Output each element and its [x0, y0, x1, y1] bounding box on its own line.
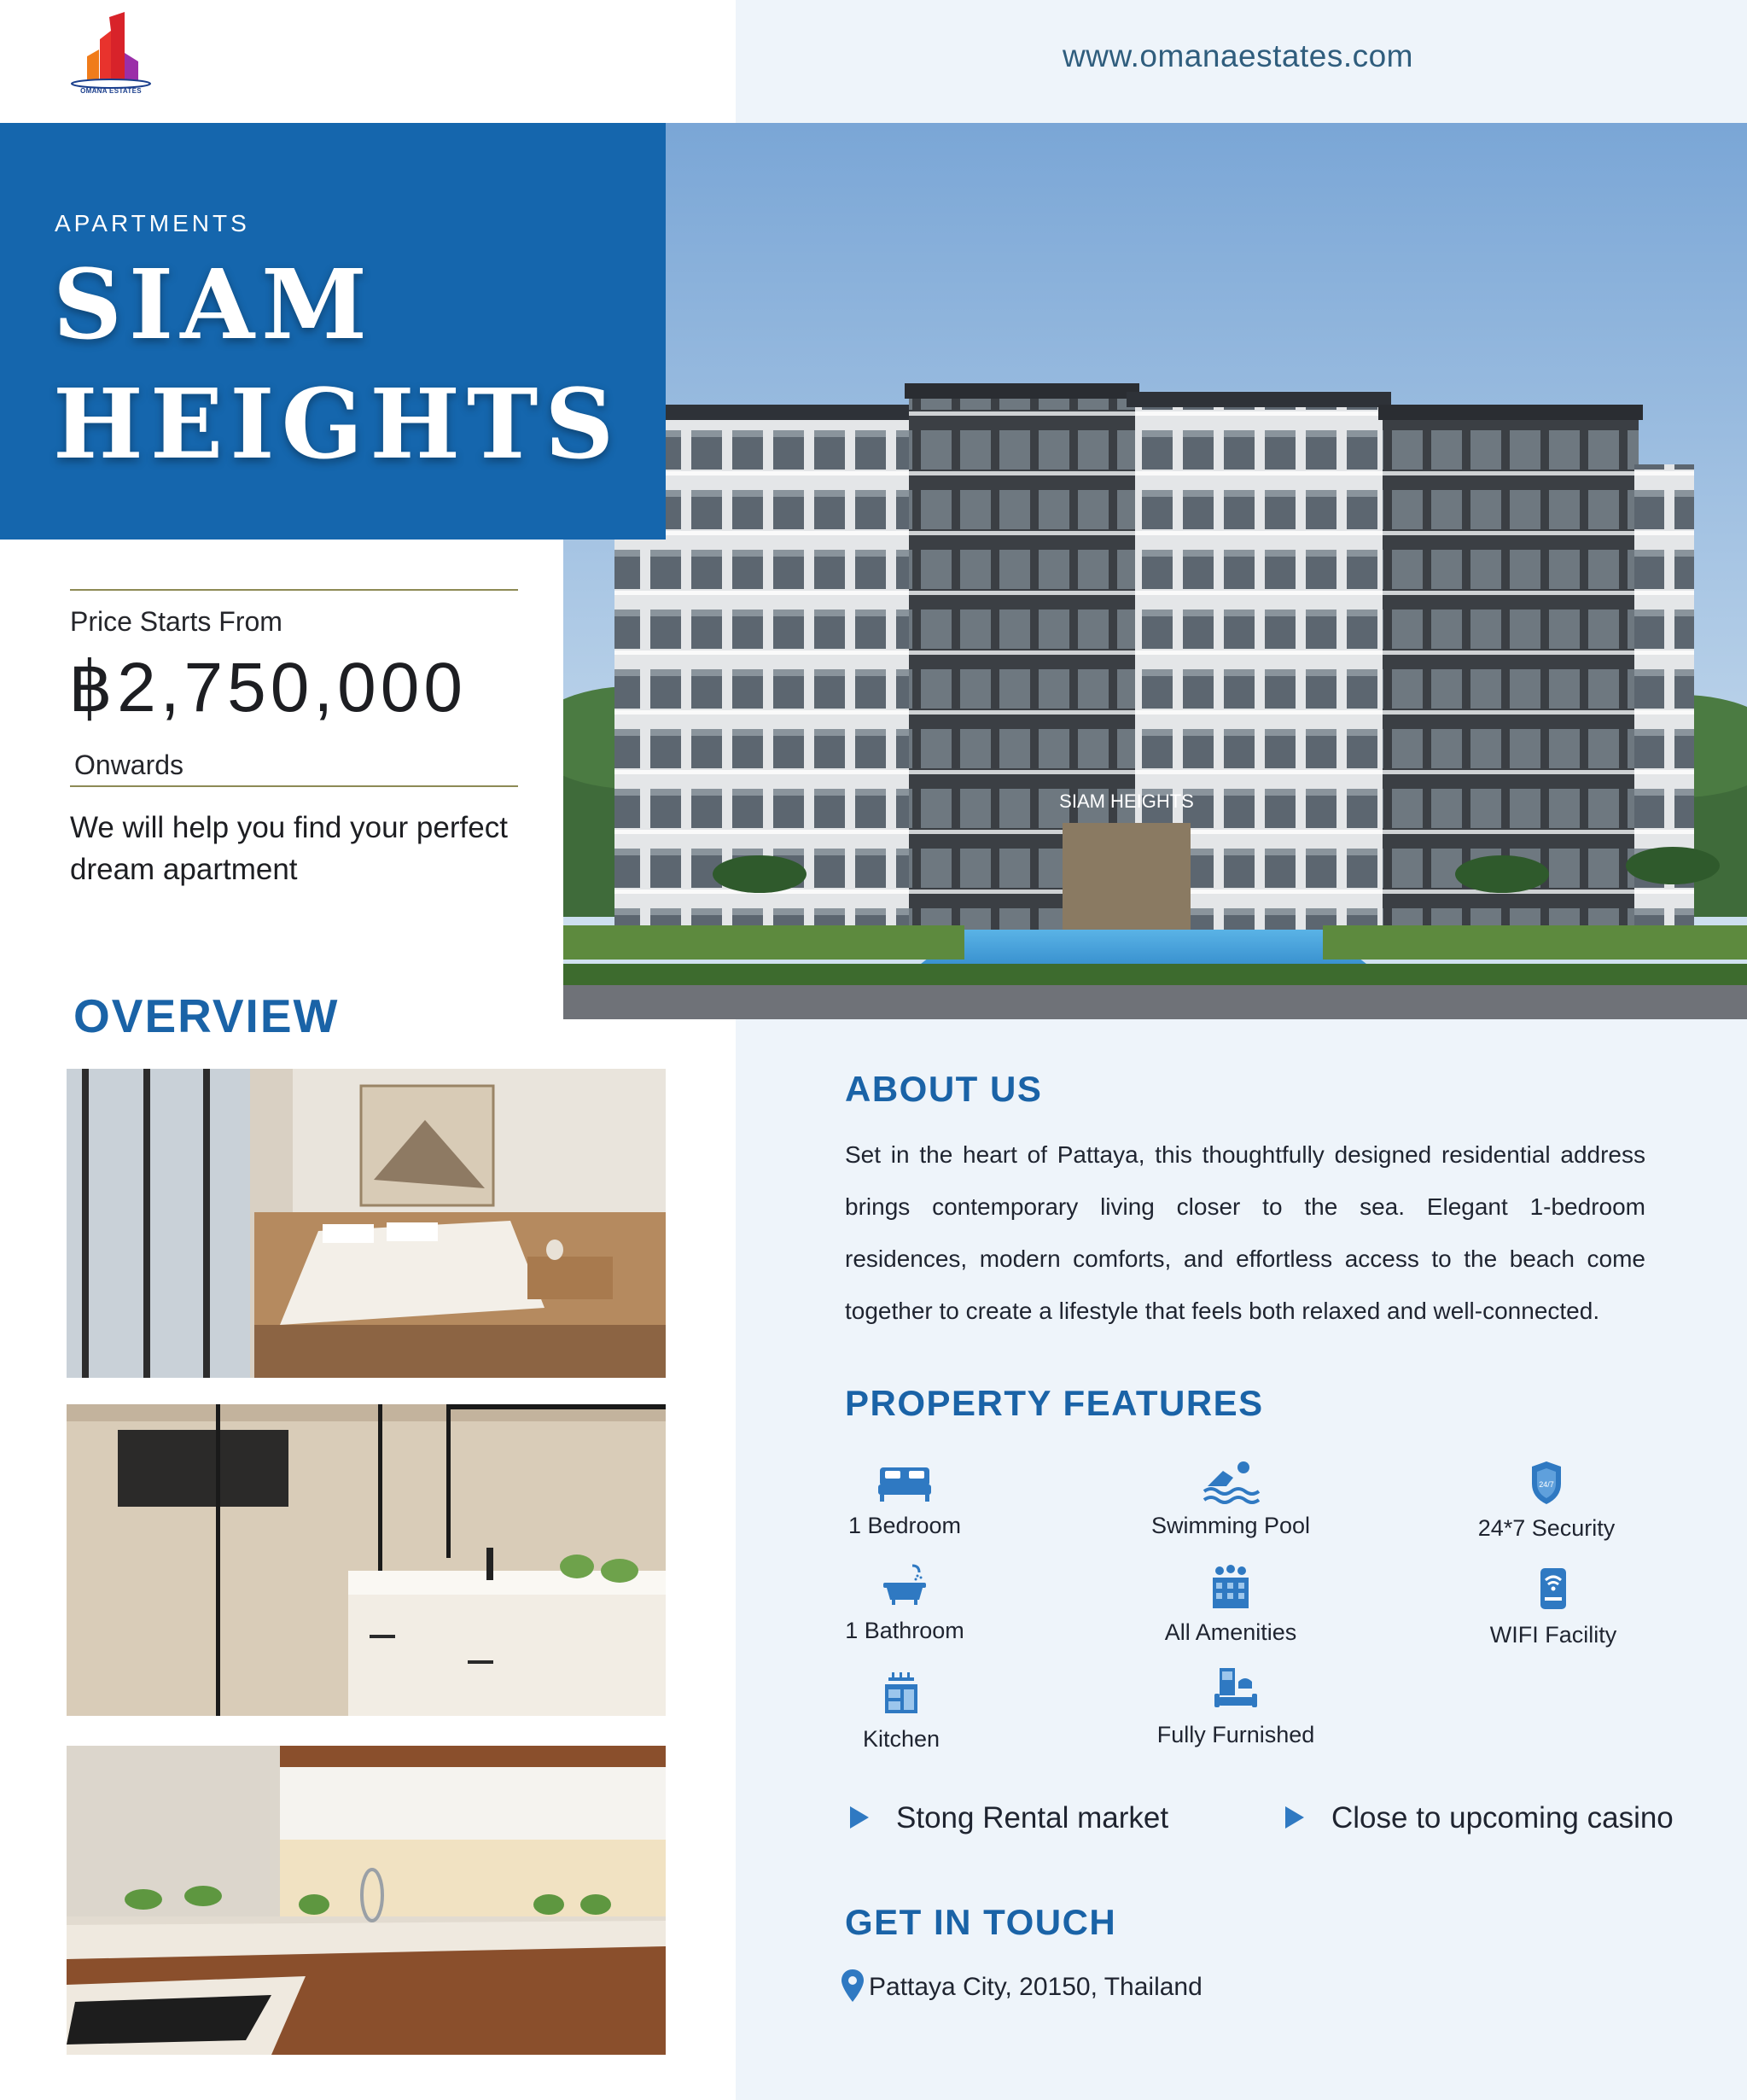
feature-furnished — [1125, 1665, 1347, 1748]
feature-label: 1 Bedroom — [847, 1513, 962, 1538]
highlight-item — [1285, 1801, 1674, 1835]
swimmer-icon — [1201, 1455, 1261, 1505]
play-bullet-icon — [1285, 1806, 1304, 1829]
shield-icon — [1517, 1458, 1576, 1508]
price-label: Price Starts From — [70, 606, 282, 637]
highlight-text: Close to upcoming casino — [1331, 1801, 1674, 1835]
logo-text: OMANA ESTATES — [80, 87, 142, 95]
feature-label: WIFI Facility — [1489, 1622, 1617, 1648]
feature-bedroom — [794, 1455, 1016, 1539]
feature-label: 1 Bathroom — [845, 1618, 964, 1643]
brand-logo[interactable] — [68, 12, 154, 97]
feature-wifi — [1442, 1565, 1664, 1648]
feature-security — [1435, 1458, 1657, 1542]
feature-kitchen — [790, 1669, 1012, 1753]
feature-label: Kitchen — [862, 1726, 940, 1752]
property-type-label: APARTMENTS — [55, 210, 250, 236]
price-suffix: Onwards — [74, 750, 184, 780]
feature-label: Fully Furnished — [1156, 1722, 1315, 1747]
bed-icon — [875, 1455, 935, 1505]
contact-heading: GET IN TOUCH — [845, 1902, 1117, 1942]
bedroom-photo — [67, 1069, 666, 1378]
address-text: Pattaya City, 20150, Thailand — [869, 1972, 1203, 2001]
price-value: ฿2,750,000 — [68, 649, 467, 726]
bathroom-photo — [67, 1404, 666, 1716]
play-bullet-icon — [850, 1806, 869, 1829]
feature-label: 24*7 Security — [1477, 1515, 1616, 1541]
svg-text:24/7: 24/7 — [1539, 1480, 1554, 1489]
divider-bottom — [70, 785, 518, 787]
about-body: Set in the heart of Pattaya, this thoughtfully designed residential address brings contemporary living closer to the sea. Elegant 1-bedroom residences, modern comforts, and effortless access to the beach come together to create a lifestyle that feels both relaxed and well-connected. — [845, 1141, 1645, 1324]
feature-pool — [1120, 1455, 1342, 1539]
building-logo-icon — [68, 12, 154, 89]
features-heading: PROPERTY FEATURES — [845, 1383, 1264, 1423]
furniture-icon — [1206, 1665, 1266, 1714]
location-pin-icon — [841, 1969, 864, 2002]
highlight-text: Stong Rental market — [896, 1801, 1169, 1835]
wifi-router-icon — [1523, 1565, 1583, 1614]
divider-top — [70, 589, 518, 591]
feature-bathroom — [794, 1560, 1016, 1644]
overview-heading: OVERVIEW — [73, 989, 340, 1042]
feature-label: Swimming Pool — [1150, 1513, 1311, 1538]
contact-address — [841, 1972, 1203, 2004]
highlight-item — [850, 1801, 1168, 1835]
property-title-line1: SIAM — [53, 249, 375, 361]
feature-amenities — [1120, 1562, 1342, 1646]
about-heading: ABOUT US — [845, 1069, 1043, 1109]
bathtub-icon — [875, 1560, 935, 1610]
feature-label: All Amenities — [1164, 1619, 1297, 1645]
hero-building-image — [563, 123, 1747, 1019]
kitchen-photo — [67, 1746, 666, 2055]
marketing-tagline: We will help you find your perfect dream apartment — [70, 811, 508, 886]
website-link[interactable]: www.omanaestates.com — [1063, 38, 1414, 73]
building-sign: SIAM HEIGHTS — [1059, 790, 1194, 812]
kitchen-icon — [871, 1669, 931, 1718]
amenities-icon — [1201, 1562, 1261, 1612]
property-title-line2: HEIGHTS — [53, 369, 621, 481]
